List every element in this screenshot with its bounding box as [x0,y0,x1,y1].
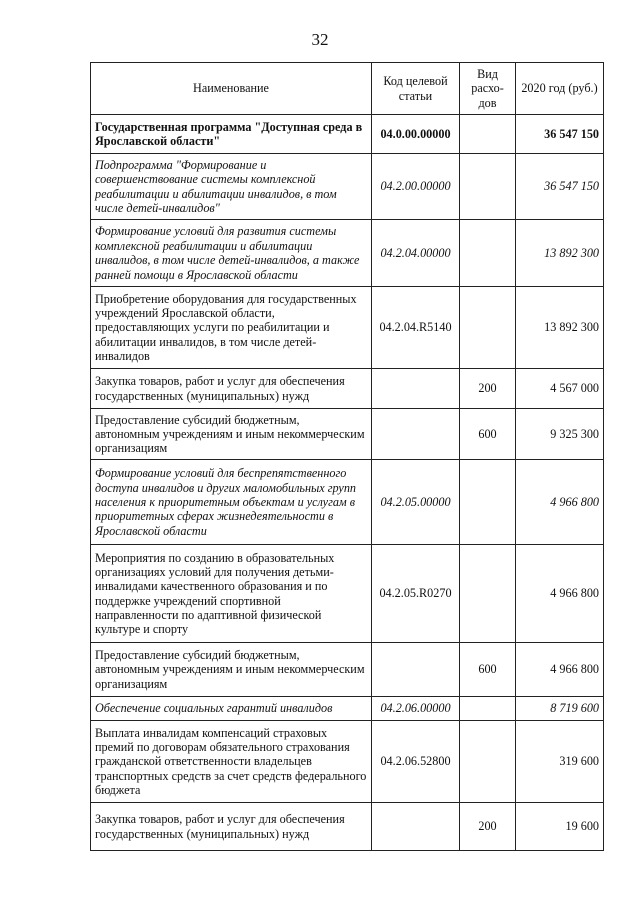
row-name: Предоставление субсидий бюджетным, автономным учреждениям и иным некоммерческим организациям [91,409,372,460]
budget-table [90,62,604,851]
table-row [91,220,604,287]
row-code [372,369,460,409]
row-amount: 36 547 150 [516,154,604,220]
header-amount: 2020 год (руб.) [516,63,604,115]
row-amount: 4 966 800 [516,460,604,545]
header-code: Код целевой статьи [372,63,460,115]
row-amount: 19 600 [516,803,604,851]
row-name: Закупка товаров, работ и услуг для обеспечения государственных (муниципальных) нужд [91,369,372,409]
page-number: 32 [311,30,329,49]
row-name: Формирование условий для развития системы комплексной реабилитации и абилитации инвалидов, в том числе детей-инвалидов, а также ранней помощи в Ярославской области [91,220,372,287]
row-type [460,287,516,369]
table-row [91,803,604,851]
row-amount: 13 892 300 [516,220,604,287]
row-code: 04.0.00.00000 [372,115,460,154]
row-type [460,115,516,154]
row-amount: 9 325 300 [516,409,604,460]
row-code: 04.2.04.00000 [372,220,460,287]
row-code [372,803,460,851]
row-type [460,154,516,220]
table-row [91,460,604,545]
row-type: 600 [460,409,516,460]
table-row [91,115,604,154]
row-code: 04.2.06.00000 [372,697,460,721]
row-type [460,721,516,803]
row-name: Государственная программа "Доступная среда в Ярославской области" [91,115,372,154]
row-name: Формирование условий для беспрепятственного доступа инвалидов и других маломобильных групп населения к приоритетным объектам и услугам в приоритетных сферах жизнедеятельности в Ярославской области [91,460,372,545]
row-code [372,409,460,460]
row-type [460,697,516,721]
row-name: Подпрограмма "Формирование и совершенствование системы комплексной реабилитации и абилитации инвалидов, в том числе детей-инвалидов" [91,154,372,220]
row-code [372,643,460,697]
row-code: 04.2.04.R5140 [372,287,460,369]
row-code: 04.2.05.00000 [372,460,460,545]
row-amount: 4 567 000 [516,369,604,409]
row-type [460,220,516,287]
row-amount: 319 600 [516,721,604,803]
row-type [460,545,516,643]
row-amount: 36 547 150 [516,115,604,154]
row-amount: 4 966 800 [516,643,604,697]
row-type: 600 [460,643,516,697]
table-row [91,287,604,369]
table-row [91,154,604,220]
table-row [91,643,604,697]
row-name: Закупка товаров, работ и услуг для обеспечения государственных (муниципальных) нужд [91,803,372,851]
table-header-row [91,63,604,115]
row-code: 04.2.00.00000 [372,154,460,220]
row-code: 04.2.06.52800 [372,721,460,803]
header-name: Наименование [91,63,372,115]
row-amount: 4 966 800 [516,545,604,643]
row-amount: 8 719 600 [516,697,604,721]
row-type [460,460,516,545]
row-type: 200 [460,369,516,409]
table-row [91,409,604,460]
header-type: Вид расхо-дов [460,63,516,115]
table-row [91,697,604,721]
row-name: Мероприятия по созданию в образовательных организациях условий для получения детьми-инвалидами качественного образования и по поддержке учреждений спортивной направленности по адаптивной физической культуре и спорту [91,545,372,643]
row-name: Обеспечение социальных гарантий инвалидов [91,697,372,721]
table-row [91,369,604,409]
table-row [91,545,604,643]
row-code: 04.2.05.R0270 [372,545,460,643]
row-type: 200 [460,803,516,851]
row-name: Выплата инвалидам компенсаций страховых премий по договорам обязательного страхования гражданской ответственности владельцев транспортных средств за счет средств федерального бюджета [91,721,372,803]
row-amount: 13 892 300 [516,287,604,369]
table-row [91,721,604,803]
row-name: Приобретение оборудования для государственных учреждений Ярославской области, предоставляющих услуги по реабилитации и абилитации инвалидов, в том числе детей-инвалидов [91,287,372,369]
row-name: Предоставление субсидий бюджетным, автономным учреждениям и иным некоммерческим организациям [91,643,372,697]
